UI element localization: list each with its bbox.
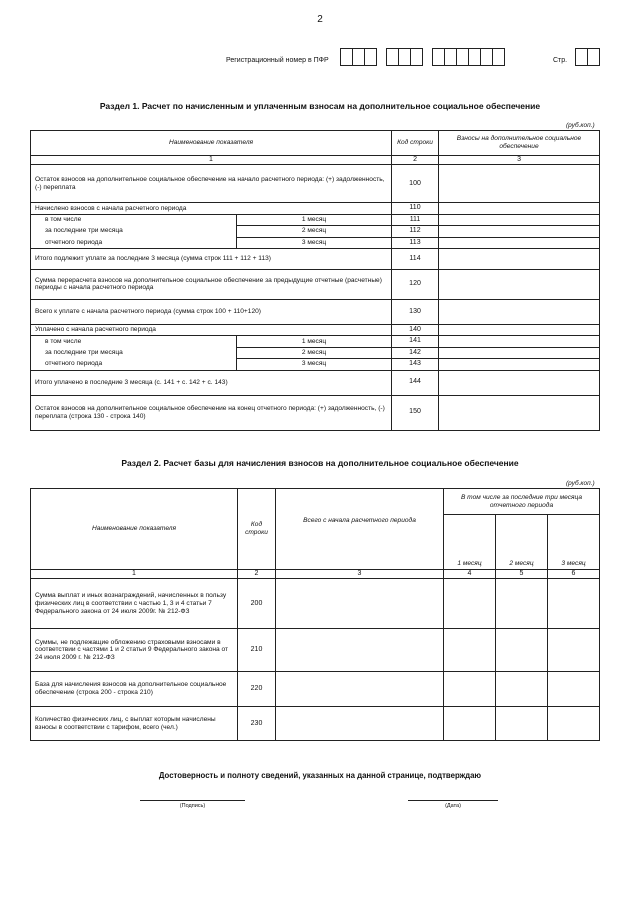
s2-header-name: Наименование показателя [31,489,238,570]
s2-header-month1: 1 месяц [444,515,496,570]
table-row [31,299,600,324]
row-code: 110 [392,203,439,214]
section2-title: Раздел 2. Расчет базы для начисления взносов на дополнительное социальное обеспечение [121,458,519,468]
value-cell-230-m2[interactable] [496,707,548,741]
value-cell-230-m1[interactable] [444,707,496,741]
confirmation-text: Достоверность и полноту сведений, указанных на данной странице, подтверждаю [158,771,482,780]
value-cell-210-m2[interactable] [496,629,548,672]
row-name: Начислено взносов с начала расчетного периода [31,203,392,214]
value-cell-220-m3[interactable] [548,672,600,707]
row-code: 111 [392,214,439,225]
row-code: 112 [392,226,439,237]
row-name: База для начисления взносов на дополнительное социальное обеспечение (строка 200 - строка 210) [31,672,238,707]
section1-unit: (руб.коп.) [566,122,595,129]
row-name: Количество физических лиц, с выплат которым начислены взносы в соответствии с тарифом, всего (чел.) [31,707,238,741]
row-code: 150 [392,395,439,430]
section1-title: Раздел 1. Расчет по начисленным и уплаченным взносам на дополнительное социальное обеспечение [99,101,541,111]
section1-table [30,130,600,431]
section2-table [30,488,600,741]
s2-colnum-1: 1 [31,570,238,579]
value-cell-111[interactable] [439,214,600,225]
value-cell-142[interactable] [439,347,600,358]
value-cell-141[interactable] [439,336,600,347]
value-cell-200-m3[interactable] [548,579,600,629]
table-row [31,237,600,248]
signature-line[interactable] [140,800,245,801]
value-cell-114[interactable] [439,248,600,269]
value-cell-130[interactable] [439,299,600,324]
date-label: (Дата) [445,803,461,809]
s2-colnum-5: 5 [496,570,548,579]
row-month: 2 месяц [237,347,392,358]
value-cell-220-m1[interactable] [444,672,496,707]
table-row [31,269,600,299]
value-cell-220-total[interactable] [276,672,444,707]
row-name: в том числе [31,336,237,347]
table-row [31,214,600,225]
value-cell-200-m2[interactable] [496,579,548,629]
table-row [31,226,600,237]
table-row [31,324,600,335]
row-month: 3 месяц [237,359,392,370]
row-code: 230 [238,707,276,741]
s1-header-name: Наименование показателя [31,131,392,156]
page-field-label: Стр. [553,57,568,64]
row-code: 143 [392,359,439,370]
row-month: 3 месяц [237,237,392,248]
row-name: Остаток взносов на дополнительное социальное обеспечение на конец отчетного периода: (+) задолженность, (-) переплата (строка 130 - строка 140) [31,395,392,430]
reg-number-boxes-group-1[interactable] [341,48,377,64]
s2-colnum-3: 3 [276,570,444,579]
value-cell-200-m1[interactable] [444,579,496,629]
value-cell-113[interactable] [439,237,600,248]
value-cell-144[interactable] [439,370,600,395]
value-cell-120[interactable] [439,269,600,299]
s2-header-total: Всего с начала расчетного периода [276,489,444,570]
s2-colnum-2: 2 [238,570,276,579]
value-cell-200-total[interactable] [276,579,444,629]
table-row [31,579,600,629]
page-field-boxes[interactable] [576,48,600,64]
section2-unit: (руб.коп.) [566,480,595,487]
value-cell-143[interactable] [439,359,600,370]
value-cell-100[interactable] [439,165,600,203]
table-row [31,336,600,347]
row-name: Суммы, не подлежащие обложению страховыми взносами в соответствии с частями 1 и 2 статьи 9 Федерального закона от 24 июля 2009 г. № 212-ФЗ [31,629,238,672]
s2-header-group: В том числе за последние три месяца отчетного периода [444,489,600,515]
row-name: Остаток взносов на дополнительное социальное обеспечение на начало расчетного периода: (+) задолженность, (-) переплата [31,165,392,203]
s2-header-month2: 2 месяц [496,515,548,570]
s2-header-month3: 3 месяц [548,515,600,570]
row-code: 220 [238,672,276,707]
table-row [31,395,600,430]
s2-header-code: Код строки [238,489,276,570]
table-row [31,629,600,672]
row-name: отчетного периода [31,359,237,370]
row-code: 100 [392,165,439,203]
row-name: Всего к уплате с начала расчетного периода (сумма строк 100 + 110+120) [31,299,392,324]
date-line[interactable] [408,800,498,801]
s2-colnum-4: 4 [444,570,496,579]
row-code: 142 [392,347,439,358]
row-month: 1 месяц [237,336,392,347]
value-cell-210-total[interactable] [276,629,444,672]
row-code: 130 [392,299,439,324]
row-code: 141 [392,336,439,347]
reg-number-boxes-group-2[interactable] [387,48,423,64]
row-code: 114 [392,248,439,269]
page-number: 2 [317,14,323,25]
s2-colnum-6: 6 [548,570,600,579]
row-name: за последние три месяца [31,347,237,358]
value-cell-220-m2[interactable] [496,672,548,707]
table-row [31,165,600,203]
row-name: отчетного периода [31,237,237,248]
value-cell-230-m3[interactable] [548,707,600,741]
s1-header-value: Взносы на дополнительное социальное обеспечение [439,131,600,156]
value-cell-112[interactable] [439,226,600,237]
value-cell-230-total[interactable] [276,707,444,741]
signature-label: (Подпись) [179,803,206,809]
row-code: 140 [392,324,439,335]
row-name: Сумма выплат и иных вознаграждений, начисленных в пользу физических лиц в соответствии с частью 1, 3 и 4 статьи 7 Федерального закона от 24 июля 2009г. № 212-ФЗ [31,579,238,629]
row-name: Итого уплачено в последние 3 месяца (с. 141 + с. 142 + с. 143) [31,370,392,395]
s1-colnum-3: 3 [439,156,600,165]
table-row [31,359,600,370]
table-row [31,347,600,358]
row-code: 113 [392,237,439,248]
row-name: за последние три месяца [31,226,237,237]
table-row [31,370,600,395]
value-cell-210-m1[interactable] [444,629,496,672]
value-cell-210-m3[interactable] [548,629,600,672]
s1-header-code: Код строки [392,131,439,156]
row-name: в том числе [31,214,237,225]
row-month: 1 месяц [237,214,392,225]
row-code: 210 [238,629,276,672]
row-code: 200 [238,579,276,629]
reg-number-label: Регистрационный номер в ПФР [226,57,329,64]
table-row [31,203,600,214]
reg-number-boxes-group-3[interactable] [433,48,505,64]
row-name: Итого подлежит уплате за последние 3 месяца (сумма строк 111 + 112 + 113) [31,248,392,269]
row-name: Уплачено с начала расчетного периода [31,324,392,335]
table-row [31,672,600,707]
table-row [31,707,600,741]
value-cell-150[interactable] [439,395,600,430]
row-name: Сумма перерасчета взносов на дополнительное социальное обеспечение за предыдущие отчетные (расчетные) периоды с начала расчетного периода [31,269,392,299]
row-month: 2 месяц [237,226,392,237]
s1-colnum-1: 1 [31,156,392,165]
row-code: 144 [392,370,439,395]
table-row [31,248,600,269]
row-code: 120 [392,269,439,299]
s1-colnum-2: 2 [392,156,439,165]
value-cell-140[interactable] [439,324,600,335]
value-cell-110[interactable] [439,203,600,214]
